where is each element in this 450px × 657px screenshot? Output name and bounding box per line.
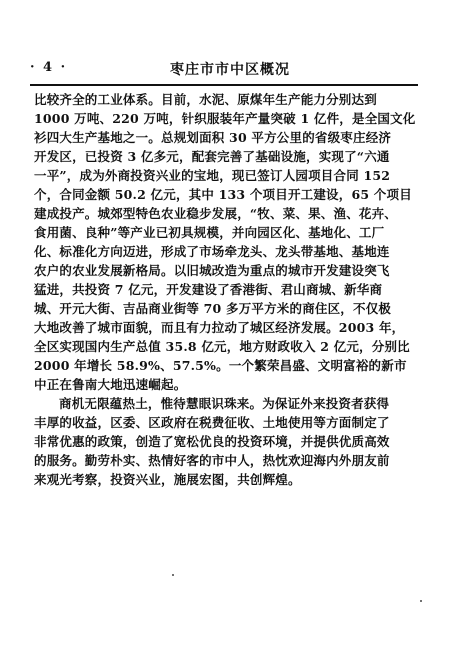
text-line: 中正在鲁南大地迅速崛起。 [34,377,187,392]
text-line: 猛进，共投资 7 亿元，开发建设了香港街、君山商城、新华商 [34,282,383,297]
text-line: 商机无限蕴热土，惟待慧眼识珠来。为保证外来投资者获得 [59,396,390,411]
text-line: 比较齐全的工业体系。目前，水泥、原煤年生产能力分别达到 [34,92,377,107]
text-line: 的服务。勤劳朴实、热情好客的市中人，热忱欢迎海内外朋友前 [34,453,390,468]
header-title: 枣庄市市中区概况 [170,62,290,78]
scan-speck [172,574,174,576]
text-line: 来观光考察，投资兴业，施展宏图，共创辉煌。 [34,472,301,487]
page-number: · 4 · [30,60,68,75]
text-line: 2000 年增长 58.9%、57.5%。一个繁荣昌盛、文明富裕的新市 [34,358,407,373]
text-line: 非常优惠的政策，创造了宽松优良的投资环境，并提供优质高效 [34,434,390,449]
text-line: 城、开元大街、吉品商业街等 70 多万平方米的商住区，不仅极 [34,301,392,316]
text-line: 1000 万吨、220 万吨，针织服装年产量突破 1 亿件，是全国文化 [34,111,416,126]
text-line: 化、标准化方向迈进，形成了市场牵龙头、龙头带基地、基地连 [34,244,390,259]
scan-speck [420,600,422,602]
paragraph-2 [34,394,418,489]
text-line: 丰厚的收益，区委、区政府在税费征收、土地使用等方面制定了 [34,415,390,430]
text-line: 农户的农业发展新格局。以旧城改造为重点的城市开发建设突飞 [34,263,390,278]
text-line: 衫四大生产基地之一。总规划面积 30 平方公里的省级枣庄经济 [34,130,392,145]
header-rule [30,84,418,86]
text-line: 一平”，成为外商投资兴业的宝地，现已签订人园项目合同 152 [34,168,391,183]
text-line: 开发区，已投资 3 亿多元，配套完善了基础设施，实现了“六通 [34,149,390,164]
text-line: 全区实现国内生产总值 35.8 亿元，地方财政收入 2 亿元，分别比 [34,339,410,354]
paragraph-1 [34,90,418,394]
text-line: 食用菌、良种”等产业已初具规模，并向园区化、基地化、工厂 [34,225,385,240]
text-line: 建成投产。城郊型特色农业稳步发展，“牧、菜、果、渔、花卉、 [34,206,397,221]
body-text [34,90,418,489]
text-line: 个，合同金额 50.2 亿元，其中 133 个项目开工建设，65 个项目 [34,187,412,202]
running-head [30,56,418,78]
text-line: 大地改善了城市面貌，而且有力拉动了城区经济发展。2003 年， [34,320,405,335]
